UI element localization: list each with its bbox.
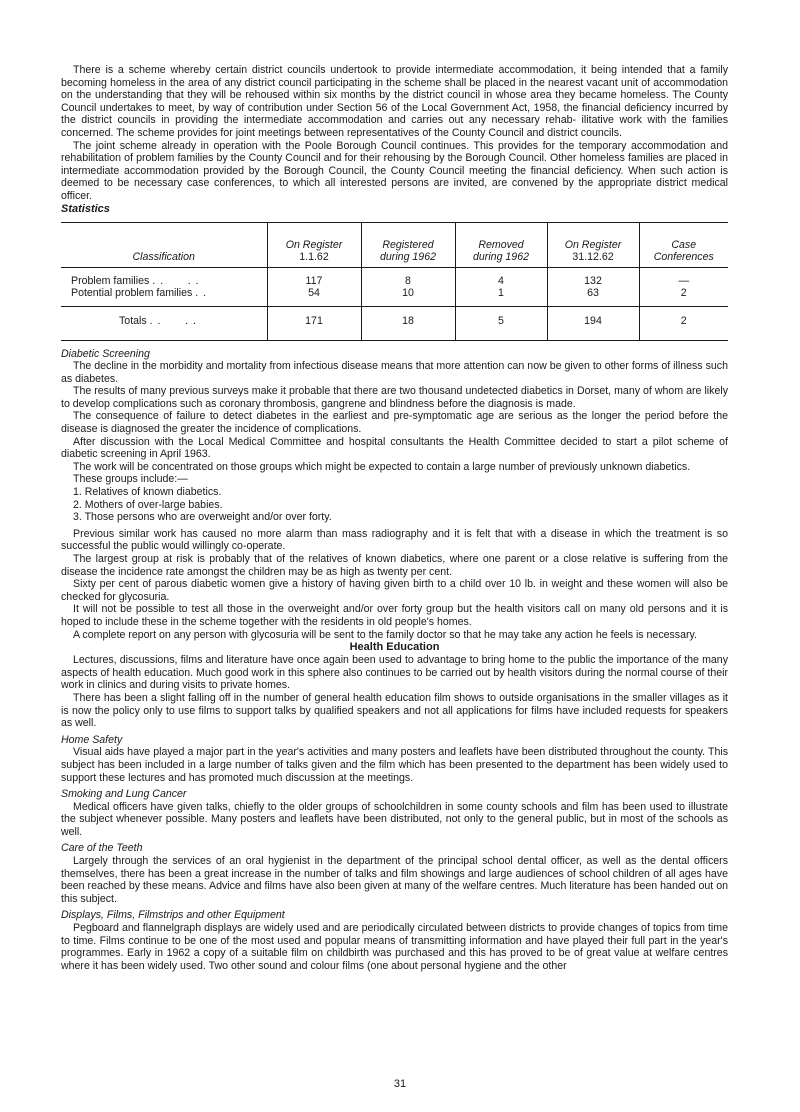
cell-on-register: 117 [267, 267, 361, 287]
list-item: 2. Mothers of over-large babies. [73, 498, 223, 511]
total-case-conferences: 2 [639, 306, 728, 340]
diabetic-paragraph-3: The consequence of failure to detect diabetes in the earliest and pre-symptomatic age are serious as the longer the period before the disease is diagnosed the greater the incidence of complications. [61, 410, 728, 436]
diabetic-paragraph-2: The results of many previous surveys make it probable that there are two thousand undetected diabetics in Dorset, many of whom are likely to develop complications such as coronary thrombosis, gangrene and blindness before the diagnosis is made. [61, 385, 728, 410]
diabetic-paragraph-1: The decline in the morbidity and mortality from infectious disease means that more attention can now be given to other forms of illness such as diabetes. [61, 360, 728, 385]
health-education-paragraph-1: Lectures, discussions, films and literature have once again been used to advantage to bring home to the public the importance of the many aspects of health education. Much good work in this sphere also continues to be carried out by health visitors during the normal course of their work in clinics and during visits to private homes. [61, 654, 728, 692]
total-removed: 5 [455, 306, 547, 340]
diabetic-paragraph-5: The work will be concentrated on those groups which might be expected to contain a large number of previously unknown diabetics. [73, 460, 691, 473]
cell-on-register-end: 132 [547, 267, 639, 287]
table-row [61, 287, 728, 306]
leader-dots: . . [195, 287, 208, 300]
diabetic-paragraph-9: Sixty per cent of parous diabetic women give a history of having given birth to a child over 10 lb. in weight and these women will also be checked for glycosuria. [61, 578, 728, 603]
total-on-register: 171 [267, 306, 361, 340]
total-registered: 18 [361, 306, 455, 340]
diabetic-screening-heading: Diabetic Screening [61, 347, 150, 360]
home-safety-heading: Home Safety [61, 733, 123, 746]
intro-paragraph-2: The joint scheme already in operation with the Poole Borough Council continues. This provides for the temporary accommodation and rehabilitation of problem families by the County Council and for their rehousing by the Borough Council. Other homeless families are placed in intermediate accommodation provided by the Borough Council, the County Council meeting the financial deficiency. When such action is deemed to be necessary case conferences, to which all interested persons are invited, are convened by the appropriate district medical officer. [61, 139, 728, 202]
teeth-heading: Care of the Teeth [61, 842, 143, 855]
teeth-paragraph: Largely through the services of an oral hygienist in the department of the principal school dental officer, as well as the dental officers themselves, there has been a great increase in the number of talks and film showings and large audiences of school children of all ages have been reached by these means. Advice and films have also been given at many of the welfare centres. Much literature has been handed out on this subject. [61, 855, 728, 905]
row-label: Problem families [71, 274, 150, 287]
leader-dots: . . . . [152, 274, 200, 287]
cell-registered: 8 [361, 267, 455, 287]
totals-label: Totals [119, 314, 147, 327]
home-safety-paragraph: Visual aids have played a major part in the year's activities and many posters and leaflets have been distributed throughout the county. This subject has been included in a large number of talks given and the film which has been presented to the department has been widely used to support these lectures and has promoted much discussion at the meetings. [61, 746, 728, 784]
cell-removed: 1 [455, 287, 547, 306]
displays-heading: Displays, Films, Filmstrips and other Equipment [61, 909, 285, 922]
statistics-table [61, 222, 728, 341]
intro-paragraph-1: There is a scheme whereby certain district councils undertook to provide intermediate accommodation, it being intended that a family becoming homeless in the area of any district council participating in the scheme shall be placed in the nearest vacant unit of accommodation on the understanding that they will be rehoused within six months by the district council in whose area they became homeless. The County Council undertakes to meet, by way of contribution under Section 56 of the Local Government Act, 1958, the financial deficiency incurred by the district councils in providing the intermediate accommodation and carries out any necessary rehab- ilitative work with the families concerned. The scheme provides for joint meetings between representatives of the County Council and district councils. [61, 64, 728, 139]
cell-registered: 10 [361, 287, 455, 306]
page-number: 31 [393, 1078, 407, 1090]
diabetic-paragraph-4: After discussion with the Local Medical Committee and hospital consultants the Health Committee decided to start a pilot scheme of diabetic screening in April 1963. [61, 435, 728, 461]
row-label: Potential problem families [71, 287, 193, 300]
total-on-register-end: 194 [547, 306, 639, 340]
leader-dots: . . . . [149, 314, 197, 327]
health-education-heading: Health Education [349, 641, 440, 654]
smoking-heading: Smoking and Lung Cancer [61, 788, 187, 801]
col-removed: Removed during 1962 [455, 222, 547, 267]
statistics-heading: Statistics [61, 202, 110, 215]
col-on-register: On Register 1.1.62 [267, 222, 361, 267]
cell-removed: 4 [455, 267, 547, 287]
col-registered: Registered during 1962 [361, 222, 455, 267]
health-education-paragraph-2: There has been a slight falling off in the number of general health education film shows to outside organisations in the smaller villages as it is now the policy only to use films to support talks by qualified speakers and not all applications for films have included requests for speakers as well. [61, 691, 728, 730]
cell-case-conferences: 2 [639, 287, 728, 306]
cell-on-register: 54 [267, 287, 361, 306]
diabetic-paragraph-6: These groups include:— [73, 473, 188, 486]
table-totals-row [61, 306, 728, 340]
table-header-row [61, 222, 728, 267]
cell-on-register-end: 63 [547, 287, 639, 306]
col-case-conferences: Case Conferences [639, 222, 728, 267]
col-on-register-end: On Register 31.12.62 [547, 222, 639, 267]
displays-paragraph: Pegboard and flannelgraph displays are widely used and are periodically circulated between districts to provide changes of topics from time to time. Films continue to be one of the most used and popular means of transmitting information and have played their full part in the year's programmes. Early in 1962 a copy of a suitable film on childbirth was purchased and this has proved to be of great value at welfare centres where it has been widely used. Two other sound and colour films (one about personal hygiene and the other [61, 922, 728, 972]
list-item: 3. Those persons who are overweight and/or over forty. [73, 511, 332, 524]
diabetic-paragraph-7: Previous similar work has caused no more alarm than mass radiography and it is felt that with a disease in which the treatment is so successful the public would willingly co-operate. [61, 527, 728, 553]
list-item: 1. Relatives of known diabetics. [73, 486, 222, 499]
cell-case-conferences: — [639, 267, 728, 287]
diabetic-paragraph-11: A complete report on any person with glycosuria will be sent to the family doctor so that he may take any action he feels is necessary. [73, 628, 697, 641]
table-row [61, 267, 728, 287]
smoking-paragraph: Medical officers have given talks, chiefly to the older groups of schoolchildren in some county schools and film has been used to illustrate the subject whenever possible. Many posters and leaflets have been distributed, not only to the general public, but in most of the schools as well. [61, 800, 728, 838]
col-classification: Classification [61, 222, 267, 267]
diabetic-paragraph-8: The largest group at risk is probably that of the relatives of known diabetics, where one parent or a close relative is suffering from the disease the incidence rate amongst the children may be as high as twenty per cent. [61, 553, 728, 578]
diabetic-paragraph-10: It will not be possible to test all those in the overweight and/or over forty group but the health visitors call on many old persons and it is hoped to include these in the scheme together with the residents in old people's homes. [61, 603, 728, 628]
